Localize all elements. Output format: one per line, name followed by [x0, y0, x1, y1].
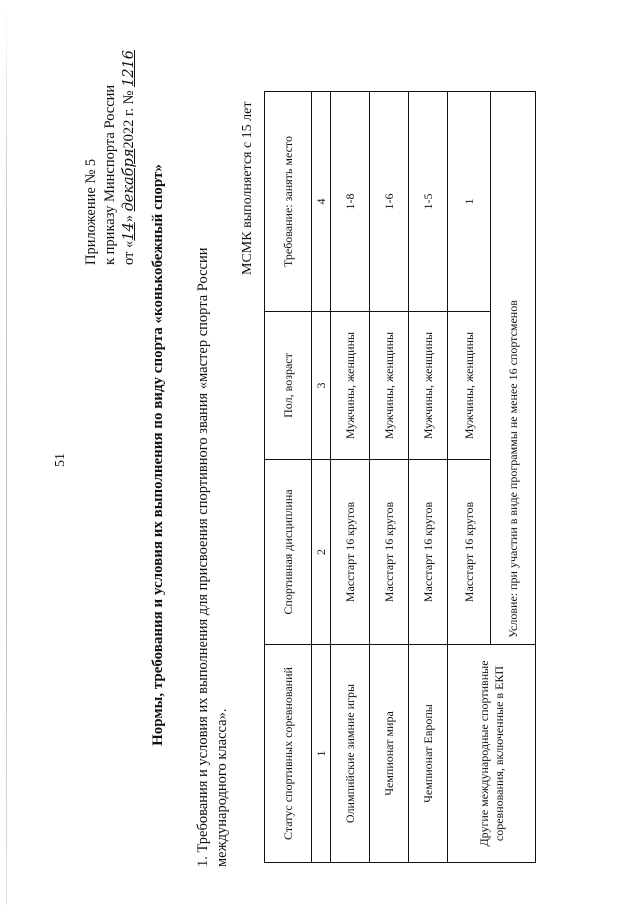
cell-gender: Мужчины, женщины	[409, 312, 448, 460]
column-number: 1	[312, 645, 331, 863]
cell-status: Чемпионат Европы	[409, 645, 448, 863]
appendix-line-2: к приказу Минспорта России	[102, 84, 118, 265]
cell-discipline: Масстарт 16 кругов	[409, 460, 448, 645]
appendix-header	[82, 15, 139, 265]
document-title: Нормы, требования и условия их выполнения по виду спорта «конькобежный спорт»	[150, 164, 166, 746]
cell-discipline: Масстарт 16 кругов	[370, 460, 409, 645]
table-row	[370, 92, 409, 863]
cell-status: Другие международные спортивные соревнования, включенные в ЕКП	[448, 645, 536, 863]
cell-place: 1-5	[409, 92, 448, 312]
table-row	[448, 92, 491, 863]
column-number: 2	[312, 460, 331, 645]
appendix-line-3: от «14» декабря2022 г. № 1216	[121, 50, 137, 265]
cell-place: 1-6	[370, 92, 409, 312]
handwritten-day: 14	[121, 222, 137, 241]
cell-place: 1-8	[331, 92, 370, 312]
column-number: 3	[312, 312, 331, 460]
cell-status: Чемпионат мира	[370, 645, 409, 863]
cell-gender: Мужчины, женщины	[370, 312, 409, 460]
table-row	[331, 92, 370, 863]
cell-discipline: Масстарт 16 кругов	[448, 460, 491, 645]
header-discipline: Спортивная дисциплина	[265, 460, 312, 645]
requirements-paragraph: 1. Требования и условия их выполнения для присвоения спортивного звания «мастер спорта России международного класса».	[195, 247, 230, 867]
table-row	[409, 92, 448, 863]
norms-table	[264, 91, 536, 863]
condition-cell: Условие: при участии в виде программы не менее 16 спортсменов	[491, 92, 536, 645]
header-gender-age: Пол, возраст	[265, 312, 312, 460]
cell-gender: Мужчины, женщины	[331, 312, 370, 460]
column-number: 4	[312, 92, 331, 312]
page-number: 51	[53, 453, 68, 467]
handwritten-order-number: 1216	[121, 50, 137, 87]
header-place: Требование: занять место	[265, 92, 312, 312]
msmk-age-note: МСМК выполняется с 15 лет	[240, 101, 255, 275]
cell-gender: Мужчины, женщины	[448, 312, 491, 460]
cell-discipline: Масстарт 16 кругов	[331, 460, 370, 645]
handwritten-month: декабря	[121, 148, 137, 212]
cell-place: 1	[448, 92, 491, 312]
table-column-numbers-row	[312, 92, 331, 863]
header-status: Статус спортивных соревнований	[265, 645, 312, 863]
appendix-line-1: Приложение № 5	[83, 158, 99, 265]
cell-status: Олимпийские зимние игры	[331, 645, 370, 863]
table-header-row	[265, 92, 312, 863]
